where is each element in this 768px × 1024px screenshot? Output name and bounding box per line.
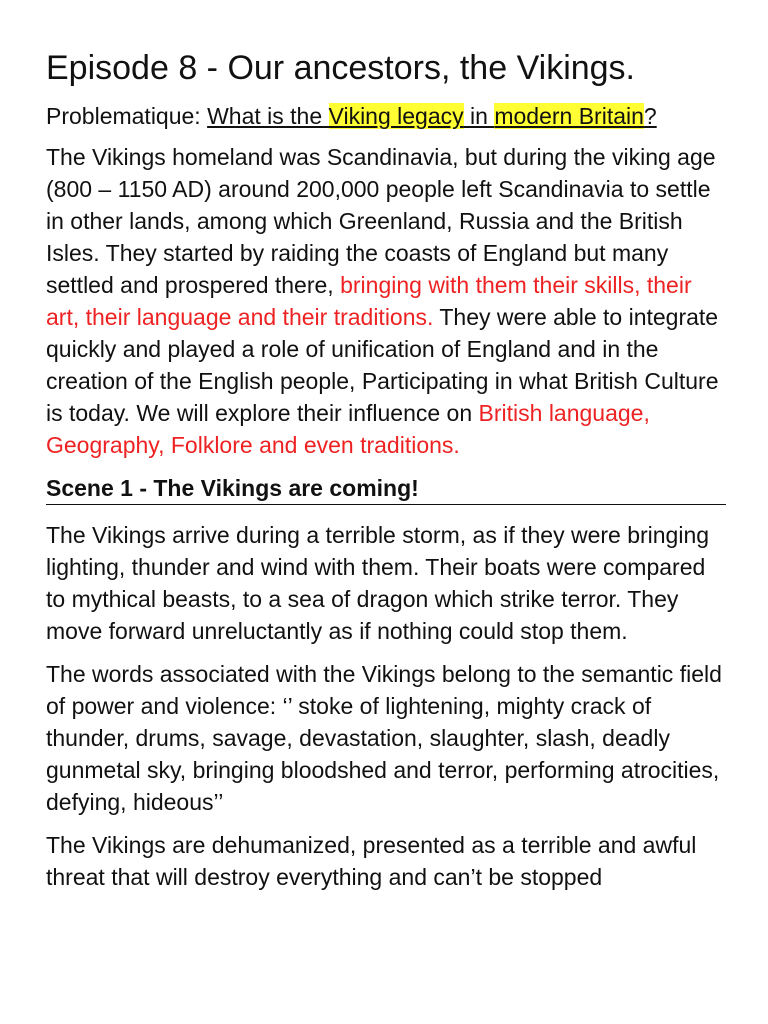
highlight-modern-britain: modern Britain — [494, 103, 644, 129]
problematique-label: Problematique: — [46, 103, 201, 129]
intro-paragraph — [46, 141, 726, 461]
scene-1-heading: Scene 1 - The Vikings are coming! — [46, 472, 726, 505]
problematique-question — [207, 103, 657, 129]
question-part-2: in — [463, 103, 495, 129]
question-part-3: ? — [643, 103, 657, 129]
scene-1-paragraph-2: The words associated with the Vikings belong to the semantic field of power and violence: ‘’ stoke of lightening, mighty crack of thunder, drums, savage, devastation, slaughter, slash, deadly gunmetal sky, bringing bloodshed and terror, performing atrocities, defying, hideous’’ — [46, 661, 722, 815]
intro-text-1: The Vikings homeland was Scandinavia, but during the viking age (800 – 1150 AD) around 200,000 people left Scandinavia to settle in other lands, among which Greenland, Russia and the British Isles. They started by raiding the coasts of England but many settled and prospered there, — [46, 144, 716, 298]
scene-1-paragraph-1: The Vikings arrive during a terrible storm, as if they were bringing lighting, thunder and wind with them. Their boats were compared to mythical beasts, to a sea of dragon which strike terror. They move forward unreluctantly as if nothing could stop them. — [46, 522, 710, 644]
intro-text-2: They were able to integrate quickly and played a role of unification of England and in the creation of the English people, Participating in what British Culture is today. We will explore their influence on — [46, 304, 719, 426]
document-body — [46, 46, 726, 904]
intro-emphasis-1: bringing with them their skills, their art, their language and their traditions. — [46, 272, 692, 330]
highlight-viking-legacy: Viking legacy — [328, 103, 464, 129]
scene-1-paragraph-3: The Vikings are dehumanized, presented as a terrible and awful threat that will destroy everything and can’t be stopped — [46, 832, 697, 890]
page-title: Episode 8 - Our ancestors, the Vikings. — [46, 49, 636, 87]
problematique-line — [46, 100, 726, 132]
question-part-1: What is the — [207, 103, 329, 129]
intro-emphasis-2: British language, Geography, Folklore and even traditions. — [46, 400, 650, 458]
